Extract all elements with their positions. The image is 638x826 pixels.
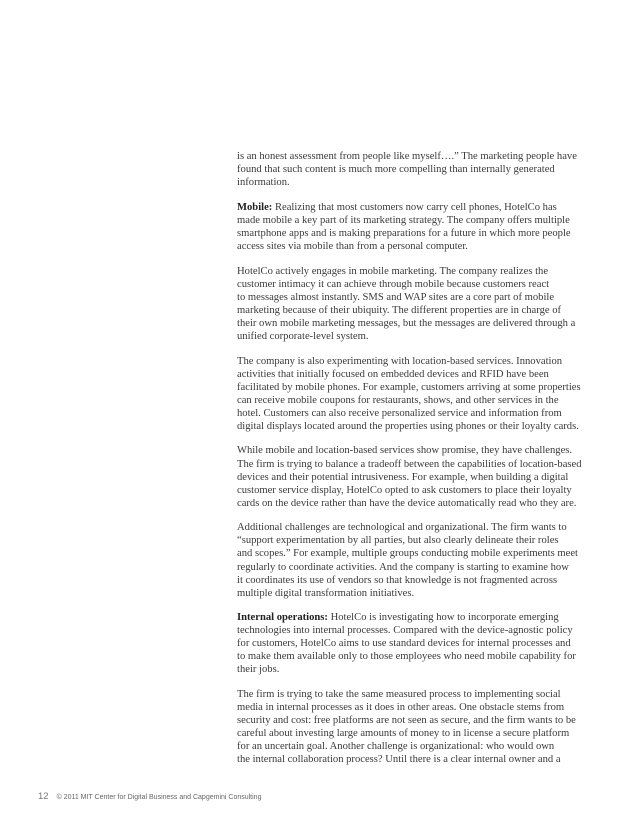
paragraph-location-services: The company is also experimenting with location-based services. Innovation activities that initially focused on embedded devices and RFID have been facilitated by mobile phones. For example, customers arriving at some properties can receive mobile coupons for restaurants, shows, and other services in the hotel. Customers can also receive personalized service and information from digital displays located around the properties using phones or their loyalty cards. <box>237 355 581 433</box>
paragraph-additional-challenges: Additional challenges are technological and organizational. The firm wants to “support experimentation by all parties, but also clearly delineate their roles and scopes.” For example, multiple groups conducting mobile experiments meet regularly to coordinate activities. And the company is starting to examine how it coordinates its use of vendors so that knowledge is not fragmented across multiple digital transformation initiatives. <box>237 522 578 599</box>
section-lead-internal-operations: Internal operations: <box>237 612 328 624</box>
page-footer <box>38 791 261 802</box>
page-number: 12 <box>38 791 49 802</box>
paragraph-mobile <box>237 201 595 253</box>
paragraph-mobile-text: Realizing that most customers now carry cell phones, HotelCo has made mobile a key part of its marketing strategy. The company offers multiple smartphone apps and is making preparations for a future in which more people access sites via mobile than from a personal computer. <box>237 202 571 253</box>
paragraph-internal-operations-text: HotelCo is investigating how to incorporate emerging technologies into internal processes. Compared with the device-agnostic policy for customers, HotelCo aims to use standard devices for internal processes and to make them available only to those employees who need mobile capability for their jobs. <box>237 612 576 676</box>
paragraph-social-media: The firm is trying to take the same measured process to implementing social media in internal processes as it does in other areas. One obstacle stems from security and cost: free platforms are not seen as secure, and the firm wants to be careful about investing large amounts of money to in license a secure platform for an uncertain goal. Another challenge is organizational: who would own the internal collaboration process? Until there is a clear internal owner and a <box>237 688 576 766</box>
paragraph-mobile-challenges: While mobile and location-based services show promise, they have challenges. The firm is trying to balance a tradeoff between the capabilities of location-based devices and their potential intrusiveness. For example, when building a digital customer service display, HotelCo opted to ask customers to place their loyalty cards on the device rather than have the device automatically read who they are. <box>237 445 582 509</box>
paragraph-mobile-marketing: HotelCo actively engages in mobile marketing. The company realizes the customer intimacy it can achieve through mobile because customers react to messages almost instantly. SMS and WAP sites are a core part of mobile marketing because of their ubiquity. The different properties are in charge of their own mobile marketing messages, but the messages are delivered through a unified corporate-level system. <box>237 265 576 343</box>
section-lead-mobile: Mobile: <box>237 202 273 214</box>
copyright-notice: © 2011 MIT Center for Digital Business and Capgemini Consulting <box>56 794 262 801</box>
body-column <box>237 150 595 778</box>
paragraph-internal-operations <box>237 611 595 676</box>
paragraph-continued-quote: is an honest assessment from people like myself….” The marketing people have found that such content is much more compelling than internally generated information. <box>237 151 577 189</box>
